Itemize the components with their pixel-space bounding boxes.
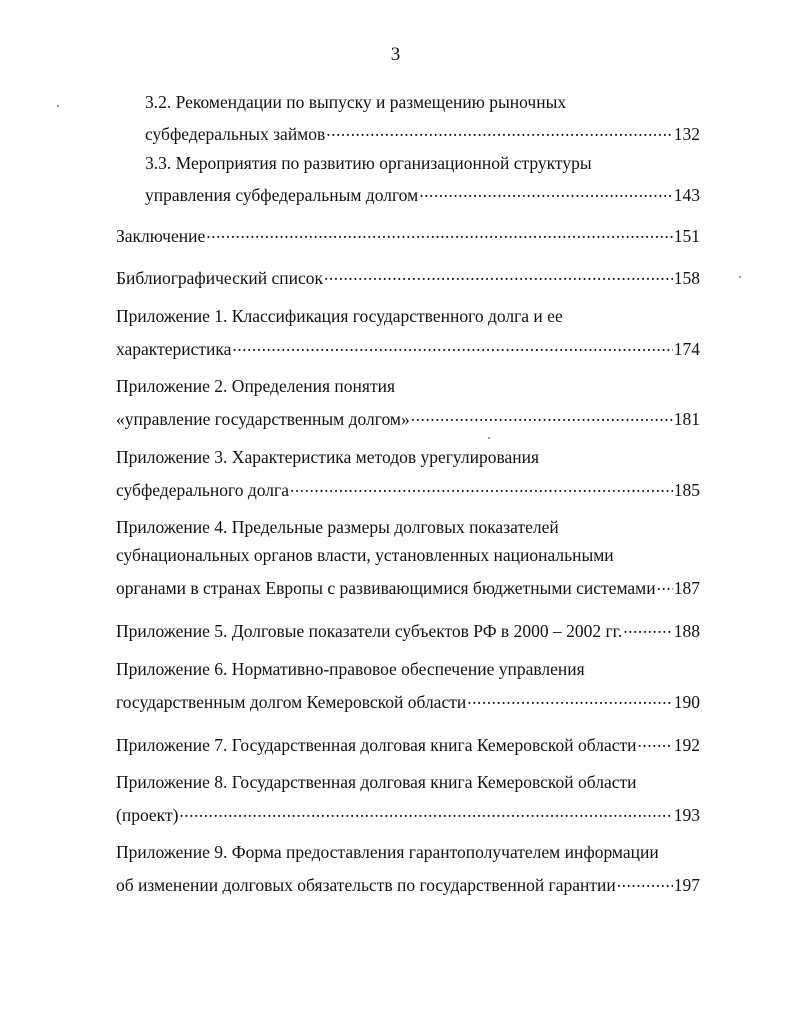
toc-entry-appendix-9-line-2[interactable]: [116, 869, 700, 896]
toc-page-number: 174: [673, 339, 700, 359]
toc-entry-appendix-4-line-2: [116, 544, 614, 566]
toc-entry-text: 3.2. Рекомендации по выпуску и размещению рыночных: [145, 92, 567, 112]
toc-entry-3-3-line-2[interactable]: [145, 179, 700, 206]
toc-entry-text: органами в странах Европы с развивающимися бюджетными системами: [116, 578, 656, 598]
toc-entry-appendix-3-line-1: [116, 446, 539, 468]
toc-entry-text: Приложение 4. Предельные размеры долговых показателей: [116, 517, 559, 537]
dot-leader: [324, 262, 673, 284]
toc-entry-text: государственным долгом Кемеровской области: [116, 692, 467, 712]
toc-entry-text: субфедеральных займов: [145, 124, 326, 144]
dot-leader: [617, 869, 673, 891]
dot-leader: [206, 220, 673, 242]
toc-page-number: 188: [673, 621, 700, 641]
toc-entry-text: Заключение: [116, 226, 206, 246]
toc-entry-text: Приложение 9. Форма предоставления гарантополучателем информации: [116, 842, 659, 862]
toc-page-number: 132: [673, 124, 700, 144]
toc-entry-appendix-1-line-2[interactable]: [116, 333, 700, 360]
scan-speck: [739, 276, 741, 278]
toc-entry-text: Библиографический список: [116, 268, 324, 288]
toc-entry-appendix-2-line-1: [116, 375, 395, 397]
toc-entry-appendix-6-line-2[interactable]: [116, 686, 700, 713]
dot-leader: [290, 474, 673, 496]
dot-leader: [326, 118, 672, 140]
toc-entry-text: Приложение 7. Государственная долговая книга Кемеровской области: [116, 735, 637, 755]
dot-leader: [657, 572, 673, 594]
toc-entry-appendix-7[interactable]: [116, 729, 700, 756]
toc-entry-text: Приложение 3. Характеристика методов урегулирования: [116, 447, 540, 467]
toc-entry-conclusion[interactable]: [116, 220, 700, 247]
toc-entry-text: (проект): [116, 805, 179, 825]
dot-leader: [179, 799, 672, 821]
toc-entry-text: Приложение 2. Определения понятия: [116, 376, 396, 396]
toc-page-number: 185: [673, 480, 700, 500]
page-number: 3: [390, 44, 401, 65]
toc-entry-appendix-4-line-3[interactable]: [116, 572, 700, 599]
toc-entry-3-2-line-2[interactable]: [145, 118, 700, 145]
toc-page-number: 197: [673, 875, 700, 895]
dot-leader: [411, 403, 673, 425]
toc-entry-text: 3.3. Мероприятия по развитию организационной структуры: [145, 153, 592, 173]
toc-entry-appendix-8-line-2[interactable]: [116, 799, 700, 826]
dot-leader: [419, 179, 673, 201]
toc-entry-text: об изменении долговых обязательств по государственной гарантии: [116, 875, 616, 895]
scan-speck: [57, 105, 59, 107]
dot-leader: [467, 686, 673, 708]
toc-entry-text: управления субфедеральным долгом: [145, 185, 419, 205]
toc-entry-text: Приложение 6. Нормативно-правовое обеспечение управления: [116, 659, 585, 679]
toc-entry-appendix-2-line-2[interactable]: [116, 403, 700, 430]
toc-entry-appendix-1-line-1: [116, 305, 563, 327]
toc-entry-3-2-line-1: [145, 91, 566, 113]
toc-page-number: 151: [673, 226, 700, 246]
dot-leader: [623, 615, 673, 637]
toc-entry-text: субнациональных органов власти, установленных национальными: [116, 545, 614, 565]
toc-page-number: 187: [673, 578, 700, 598]
scan-speck: [488, 437, 490, 439]
toc-entry-text: субфедерального долга: [116, 480, 289, 500]
toc-entry-3-3-line-1: [145, 152, 592, 174]
toc-entry-appendix-4-line-1: [116, 516, 559, 538]
toc-page-number: 192: [673, 735, 700, 755]
toc-entry-appendix-6-line-1: [116, 658, 585, 680]
toc-page-number: 143: [673, 185, 700, 205]
toc-entry-text: Приложение 1. Классификация государственного долга и ее: [116, 306, 563, 326]
toc-entry-text: характеристика: [116, 339, 232, 359]
toc-entry-text: Приложение 8. Государственная долговая книга Кемеровской области: [116, 772, 637, 792]
toc-entry-appendix-5[interactable]: [116, 615, 700, 642]
dot-leader: [638, 729, 673, 751]
toc-page-number: 158: [673, 268, 700, 288]
dot-leader: [232, 333, 672, 355]
toc-page-number: 181: [673, 409, 700, 429]
toc-page-number: 193: [673, 805, 700, 825]
toc-entry-text: «управление государственным долгом»: [116, 409, 410, 429]
toc-entry-appendix-9-line-1: [116, 841, 659, 863]
toc-entry-appendix-3-line-2[interactable]: [116, 474, 700, 501]
toc-page-number: 190: [673, 692, 700, 712]
toc-entry-text: Приложение 5. Долговые показатели субъектов РФ в 2000 – 2002 гг.: [116, 621, 623, 641]
toc-entry-bibliography[interactable]: [116, 262, 700, 289]
toc-entry-appendix-8-line-1: [116, 771, 637, 793]
